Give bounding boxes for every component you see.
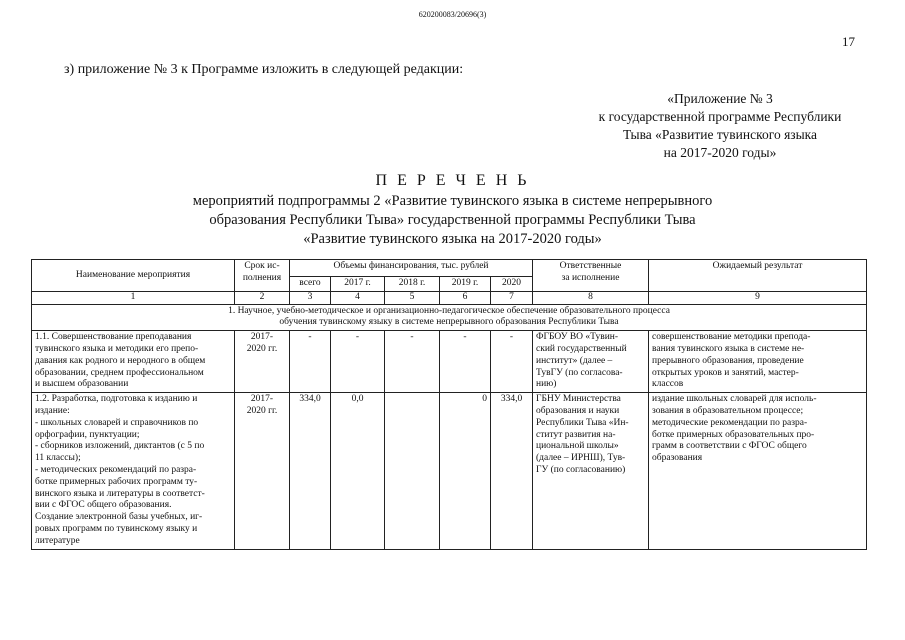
row-result: издание школьных словарей для исполь- зования в образовательном процессе; методические рекомендации по разра- ботке примерных образовательных про- грамм в соответствии с ФГОС общего образования: [649, 393, 867, 549]
document-subtitle: [0, 192, 905, 249]
row-2017: 0,0: [331, 393, 385, 549]
subtitle-line: «Развитие тувинского языка на 2017-2020 годы»: [303, 231, 602, 247]
appendix-line: на 2017-2020 годы»: [663, 145, 777, 160]
header-result: Ожидаемый результат: [649, 260, 867, 292]
appendix-line: Тыва «Развитие тувинского языка: [622, 127, 818, 142]
header-2017: 2017 г.: [331, 277, 385, 292]
row-2020: -: [491, 331, 533, 393]
row-2019: 0: [440, 393, 491, 549]
row-2017: -: [331, 331, 385, 393]
header-term: Срок ис- полнения: [235, 260, 290, 292]
header-2018: 2018 г.: [385, 277, 440, 292]
header-2020: 2020: [491, 277, 533, 292]
appendix-header: [560, 90, 880, 162]
row-total: -: [290, 331, 331, 393]
row-term: 2017- 2020 гг.: [235, 393, 290, 549]
document-id: 620200083/20696(3): [418, 10, 487, 19]
appendix-line: к государственной программе Республики: [598, 109, 842, 124]
page-number: 17: [842, 34, 855, 49]
column-number: 3: [290, 291, 331, 304]
row-term: 2017- 2020 гг.: [235, 331, 290, 393]
column-number: 2: [235, 291, 290, 304]
row-name: 1.2. Разработка, подготовка к изданию и издание: - школьных словарей и справочников по орфографии, пунктуации; - сборников изложений, диктантов (с 5 по 11 классы); - методических рекомендаций по разра- ботке примерных рабочих программ ту- винского языка и литературы в соответст- вии с ФГОС общего образования. Создание электронной базы учебных, иг- ровых программ по тувинскому языку и литературе: [32, 393, 235, 549]
column-number: 6: [440, 291, 491, 304]
header-responsible: Ответственные за исполнение: [533, 260, 649, 292]
row-2020: 334,0: [491, 393, 533, 549]
activities-table: [31, 259, 867, 550]
column-number: 9: [649, 291, 867, 304]
row-responsible: ГБНУ Министерства образования и науки Республики Тыва «Ин- ститут развития на- циональной школы» (далее – ИРНШ), Тув- ГУ (по согласованию): [533, 393, 649, 549]
row-result: совершенствование методики препода- вания тувинского языка в системе не- прерывного образования, проведение открытых уроков и занятий, мастер- классов: [649, 331, 867, 393]
row-total: 334,0: [290, 393, 331, 549]
column-number: 5: [385, 291, 440, 304]
table-row: [32, 331, 867, 393]
column-number: 8: [533, 291, 649, 304]
row-2018: [385, 393, 440, 549]
document-title: П Е Р Е Ч Е Н Ь: [375, 172, 530, 189]
row-responsible: ФГБОУ ВО «Тувин- ский государственный институт» (далее – ТувГУ (по согласова- нию): [533, 331, 649, 393]
column-number: 7: [491, 291, 533, 304]
column-number: 1: [32, 291, 235, 304]
appendix-line: «Приложение № 3: [667, 91, 773, 106]
header-name: Наименование мероприятия: [32, 260, 235, 292]
subtitle-line: мероприятий подпрограммы 2 «Развитие тувинского языка в системе непрерывного: [192, 193, 713, 209]
section-title: 1. Научное, учебно-методическое и организационно-педагогическое обеспечение образовательного процесса обучения тувинскому языку в системе непрерывного образования Республики Тыва: [32, 304, 867, 331]
row-2019: -: [440, 331, 491, 393]
column-number: 4: [331, 291, 385, 304]
header-2019: 2019 г.: [440, 277, 491, 292]
table-row: [32, 393, 867, 549]
subtitle-line: образования Республики Тыва» государственной программы Республики Тыва: [209, 212, 696, 228]
header-funding: Объемы финансирования, тыс. рублей: [290, 260, 533, 277]
instruction-text: з) приложение № 3 к Программе изложить в следующей редакции:: [64, 62, 464, 77]
row-name: 1.1. Совершенствование преподавания тувинского языка и методики его препо- давания как родного и неродного в общем образовании, среднем профессиональном и высшем образовании: [32, 331, 235, 393]
header-total: всего: [290, 277, 331, 292]
row-2018: -: [385, 331, 440, 393]
